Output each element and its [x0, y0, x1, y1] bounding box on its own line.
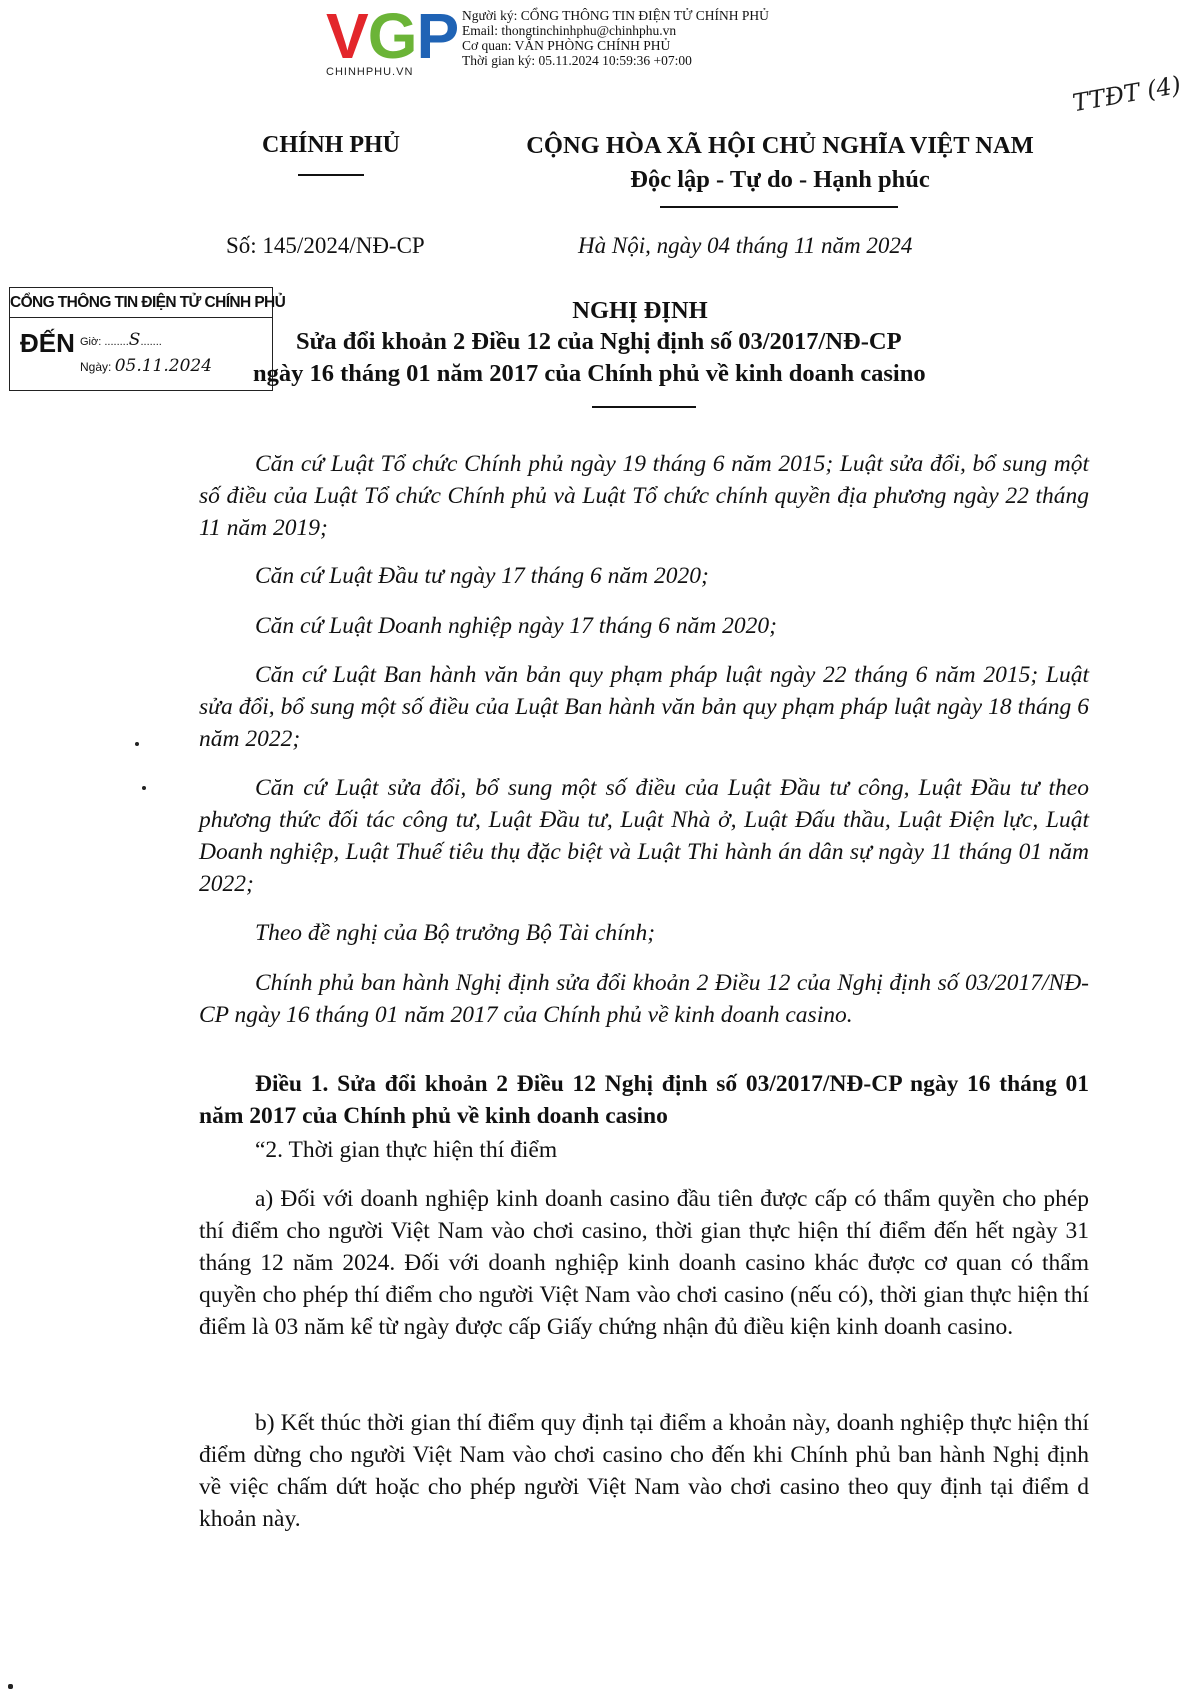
- stamp-title: CỔNG THÔNG TIN ĐIỆN TỬ CHÍNH PHỦ: [10, 288, 272, 318]
- scan-speck: [142, 786, 146, 790]
- signed-time: Thời gian ký: 05.11.2024 10:59:36 +07:00: [462, 53, 692, 68]
- article-1-heading: Điều 1. Sửa đổi khoản 2 Điều 12 Nghị định số 03/2017/NĐ-CP ngày 16 tháng 01 năm 2017 của Chính phủ về kinh doanh casino: [199, 1071, 1089, 1129]
- national-motto: Độc lập - Tự do - Hạnh phúc: [630, 166, 930, 193]
- issuer-name: CHÍNH PHỦ: [262, 132, 400, 158]
- clause-2-point-b: b) Kết thúc thời gian thí điểm quy định tại điểm a khoản này, doanh nghiệp thực hiện thí điểm dừng cho người Việt Nam vào chơi casino cho đến khi Chính phủ ban hành Nghị định về việc chấm dứt hoặc cho phép người Việt Nam vào chơi casino theo quy định tại điểm d khoản này.: [199, 1410, 1089, 1532]
- handwritten-note: TTĐT (4): [1070, 70, 1184, 118]
- preamble-paragraph: Căn cứ Luật Đầu tư ngày 17 tháng 6 năm 2020;: [255, 563, 709, 589]
- signer-name: Người ký: CỔNG THÔNG TIN ĐIỆN TỬ CHÍNH PHỦ: [462, 8, 769, 23]
- signature-info: [462, 8, 769, 68]
- document-type: NGHỊ ĐỊNH: [572, 297, 708, 324]
- vgp-logo: [326, 0, 462, 78]
- stamp-den-label: ĐẾN: [20, 328, 75, 358]
- stamp-date: [80, 356, 212, 376]
- stamp-time-label: Giờ:: [80, 336, 102, 348]
- motto-underline: [660, 206, 898, 208]
- document-number: Số: 145/2024/NĐ-CP: [226, 233, 425, 258]
- place-date: Hà Nội, ngày 04 tháng 11 năm 2024: [578, 233, 913, 258]
- clause-2-title: “2. Thời gian thực hiện thí điểm: [255, 1137, 558, 1163]
- preamble-paragraph: Chính phủ ban hành Nghị định sửa đổi khoản 2 Điều 12 của Nghị định số 03/2017/NĐ-CP ngày 16 tháng 01 năm 2017 của Chính phủ về kinh doanh casino.: [199, 970, 1089, 1028]
- vgp-logo-subtitle: CHINHPHU.VN: [326, 66, 414, 78]
- preamble-paragraph: Căn cứ Luật sửa đổi, bổ sung một số điều của Luật Đầu tư công, Luật Đầu tư theo phương thức đối tác công tư, Luật Đầu tư, Luật Nhà ở, Luật Đấu thầu, Luật Điện lực, Luật Doanh nghiệp, Luật Thuế tiêu thụ đặc biệt và Luật Thi hành án dân sự ngày 11 tháng 01 năm 2022;: [199, 775, 1089, 897]
- title-underline: [592, 406, 696, 408]
- document-subject-line1: Sửa đổi khoản 2 Điều 12 của Nghị định số 03/2017/NĐ-CP: [296, 328, 902, 355]
- vgp-logo-text: VGP: [326, 0, 459, 72]
- signer-agency: Cơ quan: VĂN PHÒNG CHÍNH PHỦ: [462, 38, 671, 53]
- preamble-paragraph: Căn cứ Luật Ban hành văn bản quy phạm pháp luật ngày 22 tháng 6 năm 2015; Luật sửa đổi, bổ sung một số điều của Luật Ban hành văn bản quy phạm pháp luật ngày 18 tháng 6 năm 2022;: [199, 662, 1089, 752]
- stamp-time-value: S: [128, 330, 141, 350]
- scan-speck: [8, 1684, 13, 1689]
- preamble-paragraph: Căn cứ Luật Doanh nghiệp ngày 17 tháng 6 năm 2020;: [255, 613, 777, 639]
- issuer-underline: [298, 174, 364, 176]
- scan-speck: [135, 742, 139, 746]
- stamp-time: Giờ: ........S.......: [80, 330, 162, 350]
- document-subject-line2: ngày 16 tháng 01 năm 2017 của Chính phủ về kinh doanh casino: [253, 360, 926, 387]
- signer-email: Email: thongtinchinhphu@chinhphu.vn: [462, 23, 677, 38]
- clause-2-point-a: a) Đối với doanh nghiệp kinh doanh casino đầu tiên được cấp có thẩm quyền cho phép thí điểm cho người Việt Nam vào chơi casino, thời gian thực hiện thí điểm đến hết ngày 31 tháng 12 năm 2024. Đối với doanh nghiệp kinh doanh casino khác được cơ quan có thẩm quyền cho phép thí điểm cho người Việt Nam vào chơi casino (nếu có), thời gian thực hiện thí điểm là 03 năm kể từ ngày được cấp Giấy chứng nhận đủ điều kiện kinh doanh casino.: [199, 1186, 1089, 1340]
- preamble-paragraph: Theo đề nghị của Bộ trưởng Bộ Tài chính;: [255, 920, 656, 946]
- national-title: CỘNG HÒA XÃ HỘI CHỦ NGHĨA VIỆT NAM: [526, 132, 1034, 159]
- stamp-date-label: Ngày:: [80, 360, 112, 374]
- preamble-paragraph: Căn cứ Luật Tổ chức Chính phủ ngày 19 tháng 6 năm 2015; Luật sửa đổi, bổ sung một số điều của Luật Tổ chức Chính phủ và Luật Tổ chức chính quyền địa phương ngày 22 tháng 11 năm 2019;: [199, 451, 1089, 541]
- stamp-date-value: 05.11.2024: [114, 356, 213, 376]
